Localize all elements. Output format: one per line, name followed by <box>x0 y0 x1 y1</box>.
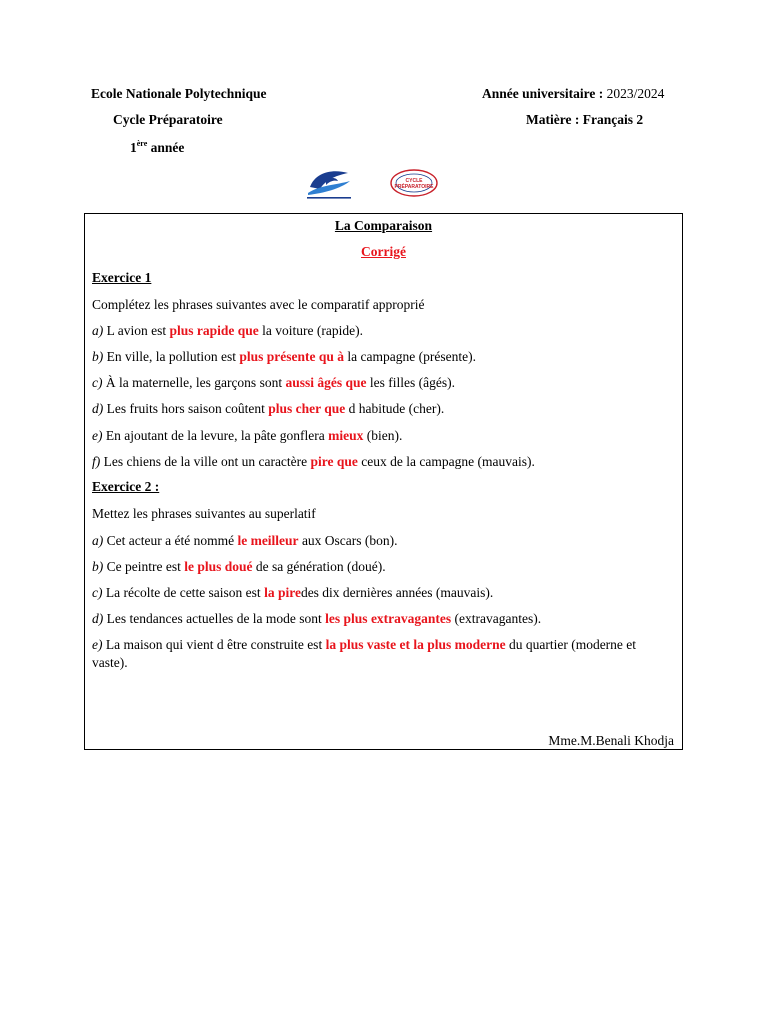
subject: Matière : Français 2 <box>526 112 644 127</box>
exercise1-title: Exercice 1 <box>92 270 152 285</box>
answer: pire que <box>310 454 358 469</box>
ex1-item: d) Les fruits hors saison coûtent plus cher que d habitude (cher). <box>92 401 445 416</box>
answer: plus rapide que <box>169 323 259 338</box>
ex1-item: c) À la maternelle, les garçons sont aussi âgés que les filles (âgés). <box>92 375 455 390</box>
ex1-item: b) En ville, la pollution est plus présente qu à la campagne (présente). <box>92 349 476 364</box>
doc-title: La Comparaison <box>334 218 433 233</box>
answer: aussi âgés que <box>285 375 367 390</box>
ex2-item: a) Cet acteur a été nommé le meilleur aux Oscars (bon). <box>92 533 398 548</box>
ex1-item: e) En ajoutant de la levure, la pâte gonflera mieux (bien). <box>92 428 403 443</box>
answer: les plus extravagantes <box>325 611 452 626</box>
ex2-item: b) Ce peintre est le plus doué de sa génération (doué). <box>92 559 386 574</box>
year-label: 1ère année <box>130 139 185 155</box>
answer: le plus doué <box>184 559 253 574</box>
academic-year: Année universitaire : 2023/2024 <box>482 86 665 101</box>
exercise1-instruction: Complétez les phrases suivantes avec le comparatif approprié <box>92 297 425 312</box>
ex1-item: f) Les chiens de la ville ont un caractère pire que ceux de la campagne (mauvais). <box>92 454 535 469</box>
answer: le meilleur <box>237 533 299 548</box>
answer: plus cher que <box>268 401 346 416</box>
school-name: Ecole Nationale Polytechnique <box>91 86 267 101</box>
corrige-box <box>84 213 683 750</box>
enp-logo <box>304 165 354 201</box>
ex2-item: d) Les tendances actuelles de la mode sont les plus extravagantes (extravagantes). <box>92 611 542 626</box>
exercise2-instruction: Mettez les phrases suivantes au superlatif <box>92 506 316 521</box>
ex1-item: a) L avion est plus rapide que la voiture (rapide). <box>92 323 363 338</box>
answer: mieux <box>328 428 364 443</box>
answer: la pire <box>264 585 301 600</box>
cycle-name: Cycle Préparatoire <box>113 112 223 127</box>
answer: la plus vaste et la plus moderne <box>325 637 506 652</box>
answer: plus présente qu à <box>239 349 345 364</box>
signature: Mme.M.Benali Khodja <box>548 733 674 748</box>
ex2-item: e) La maison qui vient d être construite est la plus vaste et la plus moderne du quartier (moderne et vaste). <box>92 637 637 670</box>
ex2-item: c) La récolte de cette saison est la piredes dix dernières années (mauvais). <box>92 585 494 600</box>
cycle-preparatoire-logo <box>386 166 442 200</box>
doc-subtitle: Corrigé <box>361 244 406 259</box>
exercise2-title: Exercice 2 : <box>92 479 160 494</box>
logo-caption: CYCLE PRÉPARATOIRE <box>394 178 434 190</box>
